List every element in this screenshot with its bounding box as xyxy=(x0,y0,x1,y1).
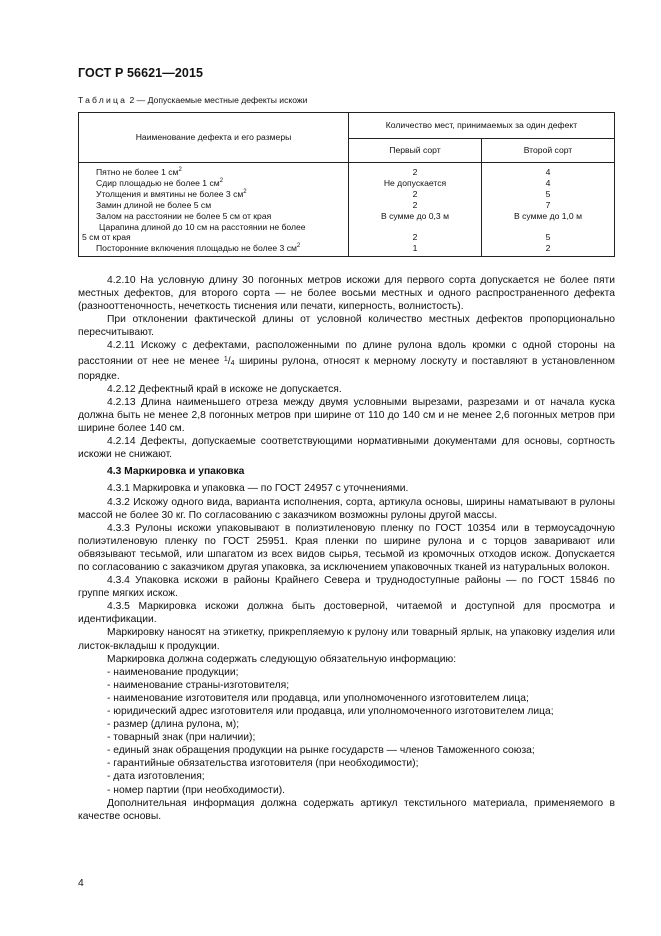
column-header-second-grade: Второй сорт xyxy=(481,139,614,163)
second-grade-value: 7 xyxy=(481,200,614,211)
list-item: - единый знак обращения продукции на рынке государств — членов Таможенного союза; xyxy=(107,745,535,757)
list-item: - наименование изготовителя или продавца, или уполномоченного изготовителем лица; xyxy=(107,692,529,704)
second-grade-value: 4 xyxy=(481,167,614,178)
first-grade-value: 2 xyxy=(349,189,482,200)
paragraph-4-3-2: 4.3.2 Искожу одного вида, варианта исполнения, сорта, артикула основы, ширины наматывают в рулоны массой не более 30 кг. По согласованию с заказчиком возможны рулоны другой массы. xyxy=(78,496,615,521)
second-grade-value: 5 xyxy=(481,222,614,244)
first-grade-value: В сумме до 0,3 м xyxy=(349,211,482,222)
first-grade-value: Не допускается xyxy=(349,178,482,189)
paragraph-4-2-11: 4.2.11 Искожу с дефектами, расположенными по длине рулона вдоль кромки с одной стороны на расстоянии от нее не менее $^1$/4 ширины рулона, относят к мерному лоскуту и поставляют в установленном порядке. xyxy=(78,340,615,382)
paragraph-4-2-12: 4.2.12 Дефектный край в искоже не допускается. xyxy=(107,383,342,395)
paragraph: При отклонении фактической длины от условной количество местных дефектов пропорционально пересчитывают. xyxy=(78,314,615,339)
section-heading-4-3: 4.3 Маркировка и упаковка xyxy=(107,466,245,478)
list-item: - номер партии (при необходимости). xyxy=(107,784,286,796)
table-row xyxy=(79,178,615,189)
paragraph-4-2-14: 4.2.14 Дефекты, допускаемые соответствующими нормативными документами для основы, сортность искожи не снижают. xyxy=(78,436,615,461)
first-grade-value: 2 xyxy=(349,222,482,244)
second-grade-value: 5 xyxy=(481,189,614,200)
defect-name: Царапина длиной до 10 см на расстоянии не более 5 см от края xyxy=(79,222,349,244)
paragraph-final: Дополнительная информация должна содержать артикул текстильного материала, применяемого в качестве основы. xyxy=(78,797,615,822)
defect-name: Замин длиной не более 5 см xyxy=(79,200,349,211)
column-header-name: Наименование дефекта и его размеры xyxy=(79,113,349,163)
paragraph-4-3-1: 4.3.1 Маркировка и упаковка — по ГОСТ 24957 с уточнениями. xyxy=(107,483,409,495)
table-caption-word: Таблица xyxy=(78,95,128,105)
first-grade-value: 2 xyxy=(349,200,482,211)
defect-name: Сдир площадью не более 1 $см^2$ xyxy=(79,178,349,189)
table-row xyxy=(79,211,615,222)
first-grade-value: 1 xyxy=(349,243,482,256)
defect-name: Посторонние включения площадью не более 3 $см^2$ xyxy=(79,243,349,256)
column-header-first-grade: Первый сорт xyxy=(349,139,482,163)
defects-table xyxy=(78,112,615,257)
defect-name: Залом на расстоянии не более 5 см от края xyxy=(79,211,349,222)
list-item: - размер (длина рулона, м); xyxy=(107,719,240,731)
paragraph: Маркировка должна содержать следующую обязательную информацию: xyxy=(107,653,457,665)
second-grade-value: 2 xyxy=(481,243,614,256)
document-code: ГОСТ Р 56621—2015 xyxy=(78,66,204,80)
list-item: - товарный знак (при наличии); xyxy=(107,732,256,744)
table-caption xyxy=(78,95,307,105)
paragraph: Маркировку наносят на этикетку, прикрепляемую к рулону или товарный ярлык, на упаковку изделия или листок-вкладыш к продукции. xyxy=(78,627,615,652)
first-grade-value: 2 xyxy=(349,167,482,178)
paragraph-4-3-3: 4.3.3 Рулоны искожи упаковывают в полиэтиленовую пленку по ГОСТ 10354 или в термоусадочную полиэтиленовую пленку по ГОСТ 25951. Края пленки по ширине рулона и с торцов заваривают или обвязывают тесьмой, или шпагатом из всех видов сырья, тесьмой из кромочных отходов искож. Допускается по согласованию с заказчиком другая упаковка, за исключением упаковочных тканей из натуральных волокон. xyxy=(78,522,615,573)
table-row xyxy=(79,167,615,178)
table-row xyxy=(79,200,615,211)
second-grade-value: 4 xyxy=(481,178,614,189)
second-grade-value: В сумме до 1,0 м xyxy=(481,211,614,222)
body-text xyxy=(78,274,615,823)
defect-name: Пятно не более 1 $см^2$ xyxy=(79,167,349,178)
list-item: - дата изготовления; xyxy=(107,771,205,783)
table-row xyxy=(79,189,615,200)
list-item: - юридический адрес изготовителя или продавца, или уполномоченного изготовителем лица; xyxy=(107,706,554,717)
table-row xyxy=(79,243,615,256)
list-item: - гарантийные обязательства изготовителя (при необходимости); xyxy=(107,758,419,770)
column-header-count: Количество мест, принимаемых за один дефект xyxy=(349,113,615,139)
paragraph-4-2-13: 4.2.13 Длина наименьшего отреза между двумя условными вырезами, разрезами и от начала куска должна быть не менее 2,8 погонных метров при ширине от 110 до 140 см и не менее 2,6 погонных метров при ширине более 140 см. xyxy=(78,396,615,435)
paragraph-4-3-5: 4.3.5 Маркировка искожи должна быть достоверной, читаемой и доступной для просмотра и идентификации. xyxy=(78,601,615,626)
table-caption-title: 2 — Допускаемые местные дефекты искожи xyxy=(127,95,308,105)
list-item: - наименование страны-изготовителя; xyxy=(107,679,290,691)
page-number: 4 xyxy=(78,878,84,889)
list-item: - наименование продукции; xyxy=(107,666,239,678)
table-row xyxy=(79,222,615,244)
paragraph-4-3-4: 4.3.4 Упаковка искожи в районы Крайнего Севера и труднодоступные районы — по ГОСТ 15846 по группе мягких искож. xyxy=(78,575,615,600)
paragraph-4-2-10: 4.2.10 На условную длину 30 погонных метров искожи для первого сорта допускается не более пяти местных дефектов, для второго сорта — не более восьми местных и одного распространенного дефекта (разнооттеночность, нечеткость тиснения или печати, киперность, волнистость). xyxy=(78,275,615,313)
defect-name: Утолщения и вмятины не более 3 $см^2$ xyxy=(79,189,349,200)
